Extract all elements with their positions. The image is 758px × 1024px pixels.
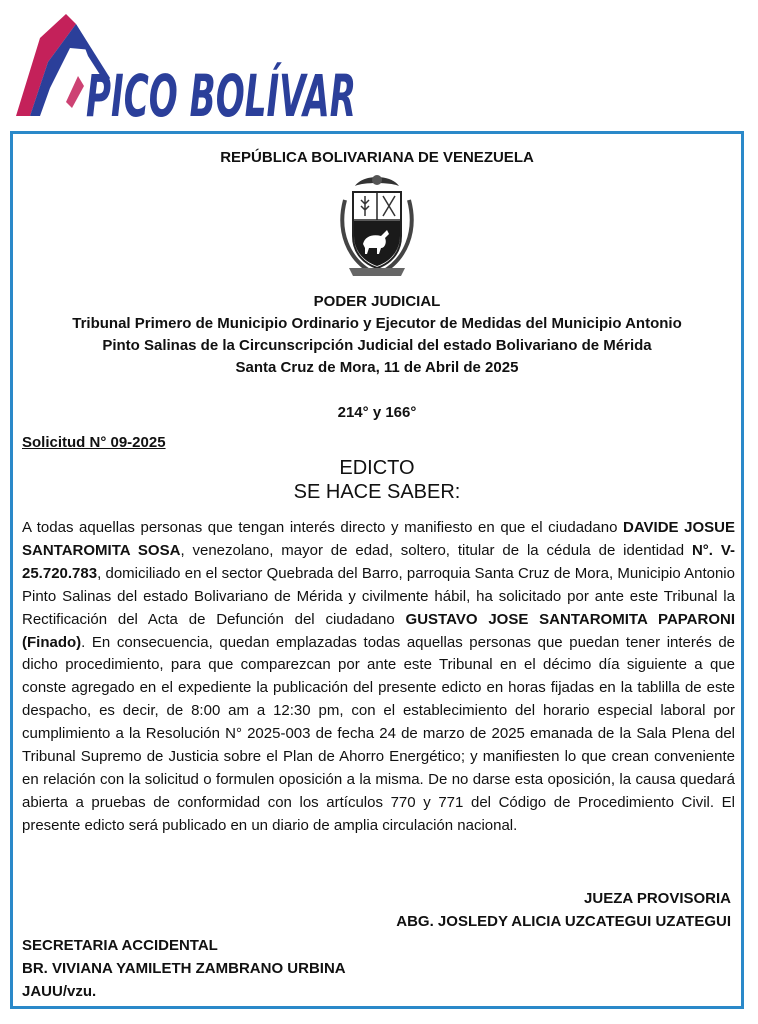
logo-wordmark: PICO BOLÍVAR xyxy=(86,62,545,130)
body-text-part: . En consecuencia, quedan emplazadas todas aquellas personas que puedan tener interés de dicho procedimiento, para que comparezcan por ante este Tribunal en el décimo día siguiente a que conste agregado en el expediente la publicación del presente edicto en horas fijadas en la tablilla de este despacho, es decir, de 8:00 am a 12:30 pm, con el establecimiento del horario especial laboral por cumplimiento a la Resolución N° 2025-003 de fecha 24 de marzo de 2025 emanada de la Sala Plena del Tribunal Supremo de Justicia sobre el Plan de Ahorro Energético; y manifiesten lo que crean conveniente en relación con la solicitud o formulen oposición a la misma. De no darse esta oposición, la causa quedará abierta a pruebas de conformidad con los artículos 770 y 771 del Código de Procedimiento Civil. El presente edicto será publicado en un diario de amplia circulación nacional. xyxy=(22,633,735,834)
mountain-accent-shape xyxy=(66,76,84,108)
jueza-name: ABG. JOSLEDY ALICIA UZCATEGUI UZATEGUI xyxy=(396,912,731,930)
tribunal-line-2: Pinto Salinas de la Circunscripción Judicial del estado Bolivariano de Mérida xyxy=(102,337,652,354)
solicitante-name: DAVIDE JOSUE SANTAROMITA SOSA xyxy=(22,519,735,559)
place-date-line: Santa Cruz de Mora, 11 de Abril de 2025 xyxy=(235,359,519,376)
court-header xyxy=(13,291,741,379)
edicto-subtitle: SE HACE SABER: xyxy=(293,481,461,503)
edicto-heading xyxy=(13,456,741,504)
secretaria-role: SECRETARIA ACCIDENTAL xyxy=(22,937,218,954)
poder-judicial-line: PODER JUDICIAL xyxy=(313,293,441,310)
edicto-title: EDICTO xyxy=(339,457,415,479)
coat-of-arms-icon xyxy=(335,170,419,280)
body-text-part: , domiciliado en el sector Quebrada del Barro, parroquia Santa Cruz de Mora, Municipio Antonio Pinto Salinas del estado Bolivariano de Mérida y civilmente hábil, ha solicitado por ante este Tribunal la Rectificación del Acta de Defunción del ciudadano xyxy=(22,564,735,628)
republica-heading: REPÚBLICA BOLIVARIANA DE VENEZUELA xyxy=(220,149,534,166)
finado-name: GUSTAVO JOSE SANTAROMITA PAPARONI (Finado) xyxy=(22,610,735,651)
cedula-number: N°. V- 25.720.783 xyxy=(22,541,736,582)
mountain-logo-icon xyxy=(10,8,545,130)
jueza-signature xyxy=(396,888,731,933)
body-text-part: , venezolano, mayor de edad, soltero, titular de la cédula de identidad xyxy=(180,541,692,559)
solicitud-number: Solicitud N° 09-2025 xyxy=(22,434,166,451)
fechas-patrias: 214° y 166° xyxy=(337,404,417,421)
jueza-role: JUEZA PROVISORIA xyxy=(584,890,731,907)
secretaria-signature xyxy=(22,934,346,1003)
secretaria-name: BR. VIVIANA YAMILETH ZAMBRANO URBINA xyxy=(22,960,346,977)
initials: JAUU/vzu. xyxy=(22,983,97,1000)
edicto-frame xyxy=(10,131,744,1009)
tribunal-line-1: Tribunal Primero de Municipio Ordinario y Ejecutor de Medidas del Municipio Antonio xyxy=(72,315,682,332)
pico-bolivar-logo xyxy=(10,8,545,130)
edicto-body xyxy=(22,517,735,838)
body-text-part: A todas aquellas personas que tengan interés directo y manifiesto en que el ciudadano xyxy=(22,519,623,536)
